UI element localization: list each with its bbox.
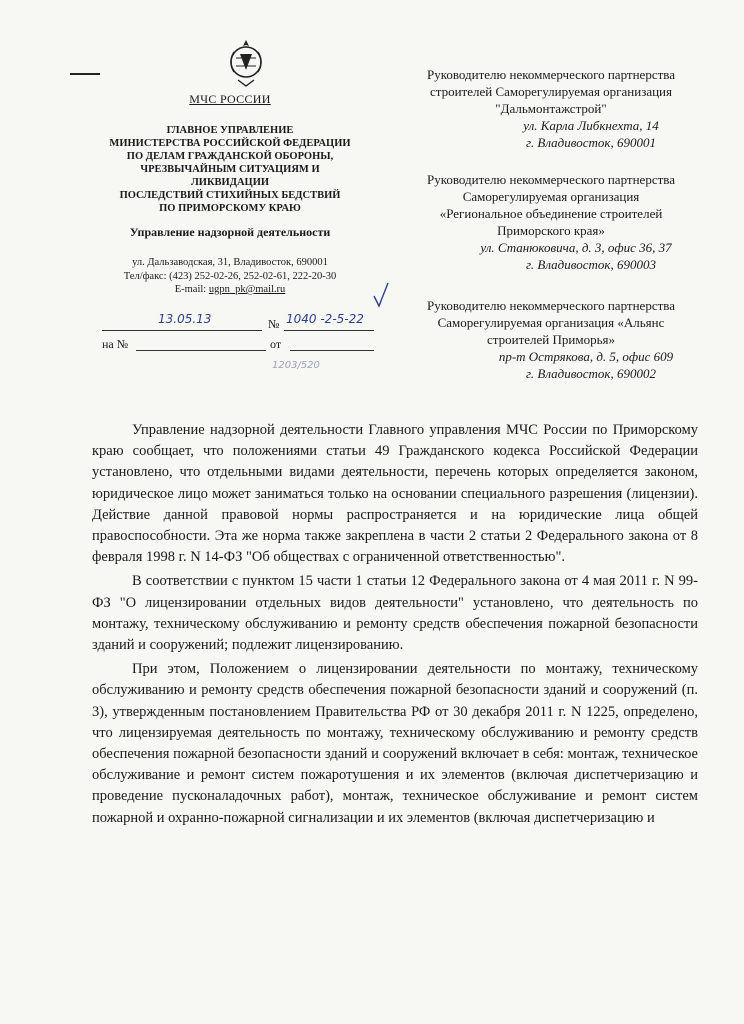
- recipient-city: г. Владивосток, 690002: [526, 366, 656, 381]
- recipient-2: [386, 171, 716, 273]
- recipient-line: строителей Саморегулируемая организация: [429, 84, 672, 99]
- recipient-line: Саморегулируемая организация: [462, 189, 640, 204]
- recipient-line: Руководителю некоммерческого партнерства: [426, 67, 676, 82]
- sender-email-line: [100, 283, 360, 297]
- directorate-line: ГЛАВНОЕ УПРАВЛЕНИЕ: [166, 125, 294, 136]
- directorate-line: ЛИКВИДАЦИИ: [190, 177, 270, 188]
- margin-mark: [70, 73, 100, 75]
- directorate-line: ПО ПРИМОРСКОМУ КРАЮ: [159, 203, 301, 214]
- reference-date-underline: [290, 350, 374, 351]
- body-paragraph: Управление надзорной деятельности Главного управления МЧС России по Приморскому краю сообщает, что положениями статьи 49 Гражданского кодекса Российской Федерации установлено, что отдельными видами деятельности, перечень которых определяется законом, юридическое лицо может заниматься только на основании специального разрешения (лицензии). Действие данной правовой нормы распространяется и на юридические лица общей правоспособности. Эта же норма также закреплена в части 2 статьи 2 Федерального закона от 8 февраля 1998 г. N 14-ФЗ "Об обществах с ограниченной ответственностью".: [92, 422, 698, 566]
- recipient-line: Приморского края»: [497, 223, 605, 238]
- email-label: E-mail:: [174, 284, 209, 295]
- department-name: Управление надзорной деятельности: [129, 225, 331, 239]
- directorate-line: ЧРЕЗВЫЧАЙНЫМ СИТУАЦИЯМ И: [140, 164, 320, 175]
- reference-prefix: на №: [102, 337, 129, 351]
- registration-block: [102, 312, 374, 360]
- recipient-line: Руководителю некоммерческого партнерства: [426, 298, 676, 313]
- recipient-line: строителей Приморья»: [487, 332, 615, 347]
- outgoing-date: 13.05.13: [158, 312, 212, 326]
- date-underline: [102, 330, 262, 331]
- org-short-name: МЧС РОССИИ: [189, 92, 271, 106]
- letter-body: [92, 420, 698, 829]
- recipient-address: ул. Станюковича, д. 3, офис 36, 37: [480, 240, 672, 255]
- recipient-city: г. Владивосток, 690003: [526, 257, 656, 272]
- directorate-line: ПОСЛЕДСТВИЙ СТИХИЙНЫХ БЕДСТВИЙ: [119, 190, 341, 201]
- reference-from-label: от: [270, 337, 282, 351]
- sender-address: ул. Дальзаводская, 31, Владивосток, 690001: [132, 257, 328, 268]
- recipient-1: [386, 66, 716, 151]
- outgoing-number: 1040 -2-5-22: [286, 312, 364, 326]
- number-sign: №: [268, 317, 280, 331]
- directorate-line: ПО ДЕЛАМ ГРАЖДАНСКОЙ ОБОРОНЫ,: [126, 151, 334, 162]
- sender-phone: Тел/факс: (423) 252-02-26, 252-02-61, 222-20-30: [123, 270, 337, 282]
- number-underline: [284, 330, 374, 331]
- main-directorate-title: [100, 124, 360, 215]
- sender-contacts: [100, 256, 360, 297]
- recipient-line: Руководителю некоммерческого партнерства: [426, 172, 676, 187]
- sender-email: ugpn_pk@mail.ru: [208, 284, 286, 295]
- incoming-stamp: 1203/520: [272, 360, 320, 371]
- recipient-line: "Дальмонтажстрой": [495, 101, 607, 116]
- recipient-address: ул. Карла Либкнехта, 14: [523, 118, 659, 133]
- directorate-line: МИНИСТЕРСТВА РОССИЙСКОЙ ФЕДЕРАЦИИ: [109, 138, 351, 149]
- body-paragraph: При этом, Положением о лицензировании деятельности по монтажу, техническому обслуживанию и ремонту средств обеспечения пожарной безопасности зданий и сооружений (п. 3), утвержденным постановлением Правительства РФ от 30 декабря 2011 г. N 1225, определено, что лицензируемая деятельность по монтажу, техническому обслуживанию и ремонту средств обеспечения пожарной безопасности зданий и сооружений включает в себя: монтаж, техническое обслуживание и ремонт систем пожаротушения и их элементов (включая диспетчеризацию и проведение пусконаладочных работ), монтаж, техническое обслуживание и ремонт систем пожарной и охранно-пожарной сигнализации и их элементов (включая диспетчеризацию и: [92, 661, 698, 826]
- reference-number-underline: [136, 350, 266, 351]
- recipient-address: пр-т Острякова, д. 5, офис 609: [498, 349, 674, 364]
- mchs-emblem-icon: [226, 36, 266, 88]
- body-paragraph: В соответствии с пунктом 15 части 1 статьи 12 Федерального закона от 4 мая 2011 г. N 99-ФЗ "О лицензировании отдельных видов деятельности" установлено, что деятельность по монтажу, техническому обслуживанию и ремонту средств обеспечения пожарной безопасности зданий и сооружений; подлежит лицензированию.: [92, 573, 698, 654]
- recipient-city: г. Владивосток, 690001: [526, 135, 656, 150]
- recipient-3: [386, 297, 716, 382]
- recipient-line: Саморегулируемая организация «Альянс: [437, 315, 665, 330]
- recipient-line: «Региональное объединение строителей: [439, 206, 663, 221]
